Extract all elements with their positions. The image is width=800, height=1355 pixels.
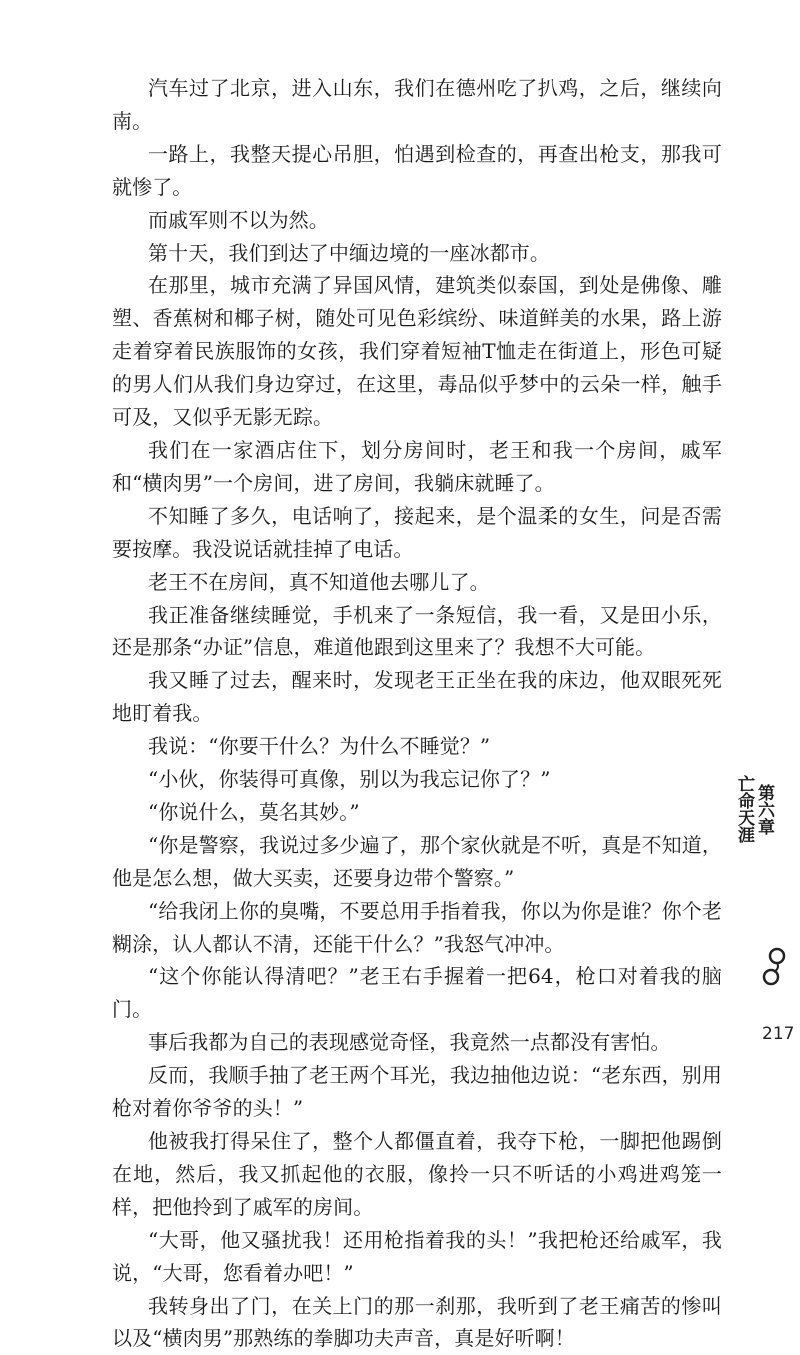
paragraph: 我说：“你要干什么？为什么不睡觉？” xyxy=(148,734,491,759)
paragraph: 老王不在房间，真不知道他去哪儿了。 xyxy=(148,569,490,594)
paragraph: 汽车过了北京，进入山东，我们在德州吃了扒鸡，之后，继续向南。 xyxy=(112,76,722,133)
paragraph: “你是警察，我说过多少遍了，那个家伙就是不听，真是不知道，他是怎么想，做大买卖，还要身边带个警察。” xyxy=(112,832,722,890)
paragraph: 我正准备继续睡觉，手机来了一条短信，我一看，又是田小乐，还是那条“办证”信息，难道他跟到这里来了？我想不大可能。 xyxy=(112,602,722,660)
paragraph: 第十天，我们到达了中缅边境的一座冰都市。 xyxy=(148,240,550,265)
handcuffs-icon xyxy=(760,946,790,986)
paragraph: 我转身出了门，在关上门的那一刹那，我听到了老王痛苦的惨叫以及“横肉男”那熟练的拳脚功夫声音，真是好听啊！ xyxy=(112,1293,722,1351)
paragraph: 在那里，城市充满了异国风情，建筑类似泰国，到处是佛像、雕塑、香蕉树和椰子树，随处可见色彩缤纷、味道鲜美的水果，路上游走着穿着民族服饰的女孩，我们穿着短袖T恤走在街道上，形色可疑的男人们从我们身边穿过，在这里，毒品似乎梦中的云朵一样，触手可及，又似乎无影无踪。 xyxy=(112,273,722,430)
body-text xyxy=(112,72,722,1355)
paragraph: 一路上，我整天提心吊胆，怕遇到检查的，再查出枪支，那我可就惨了。 xyxy=(112,141,722,199)
paragraph: “大哥，他又骚扰我！还用枪指着我的头！”我把枪还给戚军，我说，“大哥，您看着办吧！” xyxy=(112,1227,722,1285)
chapter-title: 亡命天涯 xyxy=(734,775,754,843)
chapter-number: 第六章 xyxy=(754,783,774,835)
paragraph: “小伙，你装得可真像，别以为我忘记你了？” xyxy=(148,767,551,792)
paragraph: 我又睡了过去，醒来时，发现老王正坐在我的床边，他双眼死死地盯着我。 xyxy=(112,668,722,726)
paragraph: 反而，我顺手抽了老王两个耳光，我边抽他边说：“老东西，别用枪对着你爷爷的头！” xyxy=(112,1063,722,1121)
paragraph: “给我闭上你的臭嘴，不要总用手指着我，你以为你是谁？你个老糊涂，认人都认不清，还能干什么？”我怒气冲冲。 xyxy=(112,898,722,956)
page-number: 217 xyxy=(762,1024,795,1044)
paragraph: 而戚军则不以为然。 xyxy=(148,207,329,232)
paragraph: 他被我打得呆住了，整个人都僵直着，我夺下枪，一脚把他踢倒在地，然后，我又抓起他的衣服，像拎一只不听话的小鸡进鸡笼一样，把他拎到了戚军的房间。 xyxy=(112,1129,722,1219)
paragraph: 不知睡了多久，电话响了，接起来，是个温柔的女生，问是否需要按摩。我没说话就挂掉了电话。 xyxy=(112,503,722,561)
paragraph: 我们在一家酒店住下，划分房间时，老王和我一个房间，戚军和“横肉男”一个房间，进了房间，我躺床就睡了。 xyxy=(112,437,722,495)
paragraph: “你说什么，莫名其妙。” xyxy=(148,799,360,824)
paragraph: “这个你能认得清吧？”老王右手握着一把64，枪口对着我的脑门。 xyxy=(112,964,722,1022)
paragraph: 事后我都为自己的表现感觉奇怪，我竟然一点都没有害怕。 xyxy=(148,1030,671,1055)
chapter-side-label xyxy=(734,775,774,843)
